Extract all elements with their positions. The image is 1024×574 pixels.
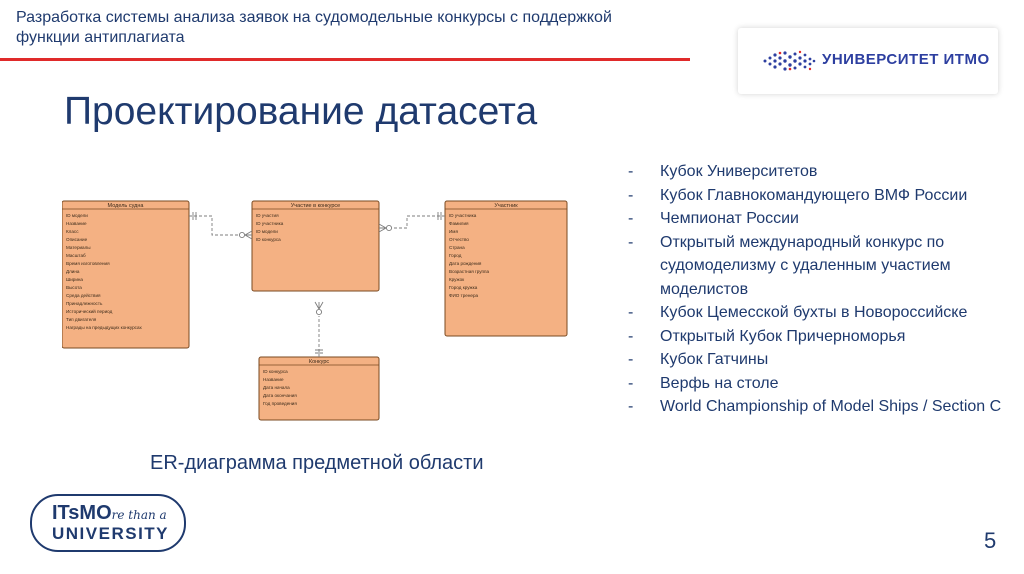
entity-field: Награды на предыдущих конкурсах bbox=[66, 325, 142, 330]
page-title: Проектирование датасета bbox=[64, 90, 538, 133]
entity-field: Ширина bbox=[66, 277, 83, 282]
header-divider bbox=[0, 58, 690, 61]
list-item bbox=[628, 348, 1018, 372]
entity-title: Модель судна bbox=[107, 203, 144, 209]
list-item-text: Кубок Гатчины bbox=[660, 351, 769, 368]
entity-field: Тип двигателя bbox=[66, 317, 97, 322]
list-item bbox=[628, 184, 1018, 208]
list-item-text: Кубок Цемесской бухты в Новороссийске bbox=[660, 304, 968, 321]
entity-ship-model bbox=[62, 201, 189, 348]
entity-field: ID конкурса bbox=[256, 237, 281, 242]
footer-logo-line1 bbox=[52, 502, 167, 525]
entity-field: Дата окончания bbox=[263, 393, 297, 398]
competitions-list bbox=[628, 160, 1018, 419]
header-title: Разработка системы анализа заявок на судомодельные конкурсы с поддержкой функции антиплагиата bbox=[16, 9, 612, 46]
list-item bbox=[628, 395, 1018, 419]
entity-field: Время изготовления bbox=[66, 261, 110, 266]
entity-field: Год проведения bbox=[263, 401, 297, 406]
list-item bbox=[628, 160, 1018, 184]
entity-participation bbox=[252, 201, 379, 291]
entity-field: Дата рождения bbox=[449, 261, 482, 266]
entity-field: ID конкурса bbox=[263, 369, 288, 374]
relation-participant-participation bbox=[379, 212, 445, 232]
list-item-text: Открытый Кубок Причерноморья bbox=[660, 327, 906, 345]
entity-field: Высота bbox=[66, 285, 82, 290]
bullet-dash: - bbox=[628, 374, 634, 392]
er-diagram bbox=[62, 198, 582, 426]
entity-field: Возрастная группа bbox=[449, 269, 490, 274]
entity-field: Страна bbox=[449, 245, 465, 250]
entity-field: Название bbox=[66, 221, 87, 226]
list-item-text: Кубок Университетов bbox=[660, 163, 818, 180]
bullet-dash: - bbox=[628, 327, 634, 345]
list-item bbox=[628, 207, 1018, 231]
bullet-dash: - bbox=[628, 163, 634, 180]
entity-field: Город bbox=[449, 253, 462, 258]
relation-ship-participation bbox=[189, 212, 252, 239]
list-item-text: World Championship of Model Ships / Section C bbox=[660, 398, 1002, 415]
entity-field: ID модели bbox=[256, 229, 278, 234]
list-item-text: Верфь на столе bbox=[660, 374, 779, 392]
entity-field: Среда действия bbox=[66, 293, 101, 298]
list-item bbox=[628, 231, 1018, 302]
entity-field: ФИО тренера bbox=[449, 293, 479, 298]
itmo-logo-text: УНИВЕРСИТЕТ ИТМО bbox=[822, 51, 990, 68]
list-item bbox=[628, 325, 1018, 349]
itmo-dots-icon bbox=[762, 50, 816, 72]
entity-field: Принадлежность bbox=[66, 301, 103, 306]
bullet-dash: - bbox=[628, 233, 634, 251]
entity-competition bbox=[259, 357, 379, 420]
entity-field: Отчество bbox=[449, 237, 469, 242]
footer-logo-itmo: ITsMO bbox=[52, 502, 112, 524]
entity-field: Материалы bbox=[66, 245, 91, 250]
entity-field: ID участия bbox=[256, 213, 279, 218]
bullet-dash: - bbox=[628, 304, 634, 321]
entity-field: Название bbox=[263, 377, 284, 382]
list-item bbox=[628, 301, 1018, 325]
footer-logo-tagline: re than a bbox=[111, 508, 167, 522]
entity-participant bbox=[445, 201, 567, 336]
footer-logo-line2: UNIVERSITY bbox=[52, 524, 170, 543]
entity-title: Участник bbox=[494, 203, 518, 209]
list-item-text: Кубок Главнокомандующего ВМФ России bbox=[660, 186, 968, 204]
entity-field: Кружок bbox=[449, 277, 465, 282]
entity-field: Описание bbox=[66, 237, 88, 242]
entity-title: Участие в конкурсе bbox=[290, 203, 341, 209]
bullet-dash: - bbox=[628, 186, 634, 204]
entity-field: Масштаб bbox=[66, 253, 86, 258]
list-item-text: Чемпионат России bbox=[660, 210, 799, 227]
entity-field: Город кружка bbox=[449, 285, 478, 290]
entity-title: Конкурс bbox=[308, 359, 330, 365]
entity-field: Класс bbox=[66, 229, 79, 234]
entity-field: Длина bbox=[66, 269, 80, 274]
entity-field: Исторический период bbox=[66, 309, 113, 314]
list-item bbox=[628, 372, 1018, 396]
entity-field: ID участника bbox=[449, 213, 477, 218]
page-number: 5 bbox=[984, 528, 997, 553]
entity-field: Фамилия bbox=[449, 221, 469, 226]
entity-field: Имя bbox=[449, 229, 458, 234]
diagram-caption: ER-диаграмма предметной области bbox=[150, 452, 484, 474]
relation-competition-participation bbox=[315, 302, 323, 357]
bullet-dash: - bbox=[628, 210, 634, 227]
bullet-dash: - bbox=[628, 398, 634, 415]
itmo-logo bbox=[738, 28, 998, 94]
entity-field: Дата начала bbox=[263, 385, 290, 390]
bullet-dash: - bbox=[628, 351, 634, 368]
entity-field: ID участника bbox=[256, 221, 284, 226]
itmo-footer-logo bbox=[30, 494, 186, 552]
list-item-text: Открытый международный конкурс по судомоделизму с удаленным участием моделистов bbox=[660, 233, 951, 298]
entity-field: ID модели bbox=[66, 213, 88, 218]
